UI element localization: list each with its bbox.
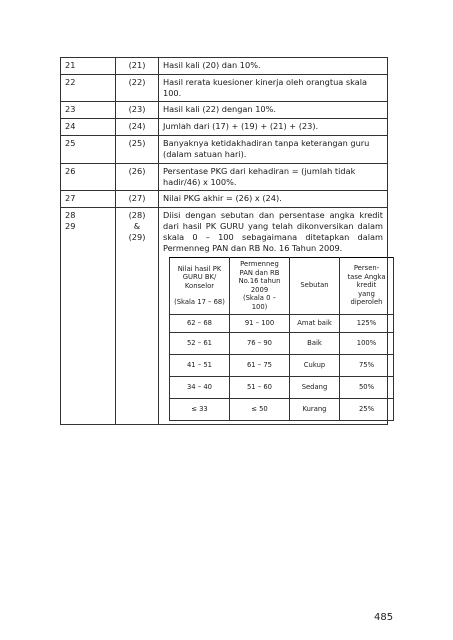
conversion-row [170,314,394,332]
header-line: Konselor [184,281,215,290]
header-line: (Skala 0 – [242,294,277,303]
conversion-row [170,354,394,376]
row-number: 24 [61,119,116,136]
header-line: diperoleh [350,298,383,307]
cell-nilai: 62 – 68 [170,314,230,332]
cell-persen: 50% [340,376,394,398]
cell-skala: 91 – 100 [230,314,290,332]
cell-skala: 51 – 60 [230,376,290,398]
cell-persen: 25% [340,398,394,420]
cell-persen: 75% [340,354,394,376]
row-number: 22 [61,74,116,102]
table-row [61,74,388,102]
row-number-b: 29 [65,221,76,232]
table-row [61,119,388,136]
row-description [159,208,388,424]
header-line: tase Angka [347,272,386,281]
row-number: 21 [61,58,116,75]
header-line: PAN dan RB [239,268,280,277]
row-code: (21) [116,58,159,75]
table-row-last [61,208,388,424]
cell-nilai: 34 – 40 [170,376,230,398]
row-number: 23 [61,102,116,119]
table-row [61,58,388,75]
cell-skala: ≤ 50 [230,398,290,420]
row-code: (27) [116,191,159,208]
row-number: 27 [61,191,116,208]
row-code: (25) [116,136,159,164]
cell-skala: 61 – 75 [230,354,290,376]
cell-sebutan: Baik [290,332,340,354]
header-line: No.16 tahun [238,277,281,286]
cell-sebutan: Kurang [290,398,340,420]
conversion-row [170,398,394,420]
cell-sebutan: Sedang [290,376,340,398]
table-row [61,163,388,191]
header-line: kredit [356,281,377,290]
row-code-amp: & [133,221,141,232]
row-code-a: (28) [128,210,146,221]
row-description: Hasil rerata kuesioner kinerja oleh orangtua skala 100. [159,74,388,102]
header-line: 2009 [250,285,269,294]
row-number: 26 [61,163,116,191]
conversion-header-row [170,257,394,314]
row-code: (22) [116,74,159,102]
cell-skala: 76 – 90 [230,332,290,354]
cell-persen: 100% [340,332,394,354]
row-description: Banyaknya ketidakhadiran tanpa keterangan guru (dalam satuan hari). [159,136,388,164]
table-row [61,102,388,119]
header-line: 100) [251,302,268,311]
conversion-row [170,376,394,398]
header-line: Nilai hasil PK [177,264,222,273]
cell-nilai: 52 – 61 [170,332,230,354]
header-sebutan: Sebutan [290,257,340,314]
row-code-b: (29) [128,231,146,242]
cell-persen: 125% [340,314,394,332]
conversion-table [169,257,394,421]
header-skala [230,257,290,314]
row-number-a: 28 [65,210,76,221]
row-description: Jumlah dari (17) + (19) + (21) + (23). [159,119,388,136]
row-code: (26) [116,163,159,191]
cell-nilai: ≤ 33 [170,398,230,420]
row-description: Nilai PKG akhir = (26) x (24). [159,191,388,208]
table-row [61,191,388,208]
header-line: yang [358,289,375,298]
row-description: Persentase PKG dari kehadiran = (jumlah tidak hadir/46) x 100%. [159,163,388,191]
row-description: Hasil kali (20) dan 10%. [159,58,388,75]
header-nilai [170,257,230,314]
row-number: 25 [61,136,116,164]
main-table [60,57,388,425]
page-number: 485 [374,612,394,623]
row-code: (23) [116,102,159,119]
table-row [61,136,388,164]
row-description: Hasil kali (22) dengan 10%. [159,102,388,119]
cell-sebutan: Amat baik [290,314,340,332]
cell-sebutan: Cukup [290,354,340,376]
cell-nilai: 41 – 51 [170,354,230,376]
header-line: (Skala 17 – 68) [174,298,225,307]
header-persentase [340,257,394,314]
row-code [116,208,159,424]
row-number [61,208,116,424]
header-line: Permenneg [240,260,279,269]
header-line: GURU BK/ [182,273,217,282]
conversion-paragraph: Diisi dengan sebutan dan persentase angka kredit dari hasil PK GURU yang telah dikonversikan dalam skala 0 – 100 sebagaimana ditetapkan dalam Permenneg PAN dan RB No. 16 Tahun 2009. [163,210,383,253]
row-code: (24) [116,119,159,136]
conversion-row [170,332,394,354]
header-line: Persen- [353,264,380,273]
